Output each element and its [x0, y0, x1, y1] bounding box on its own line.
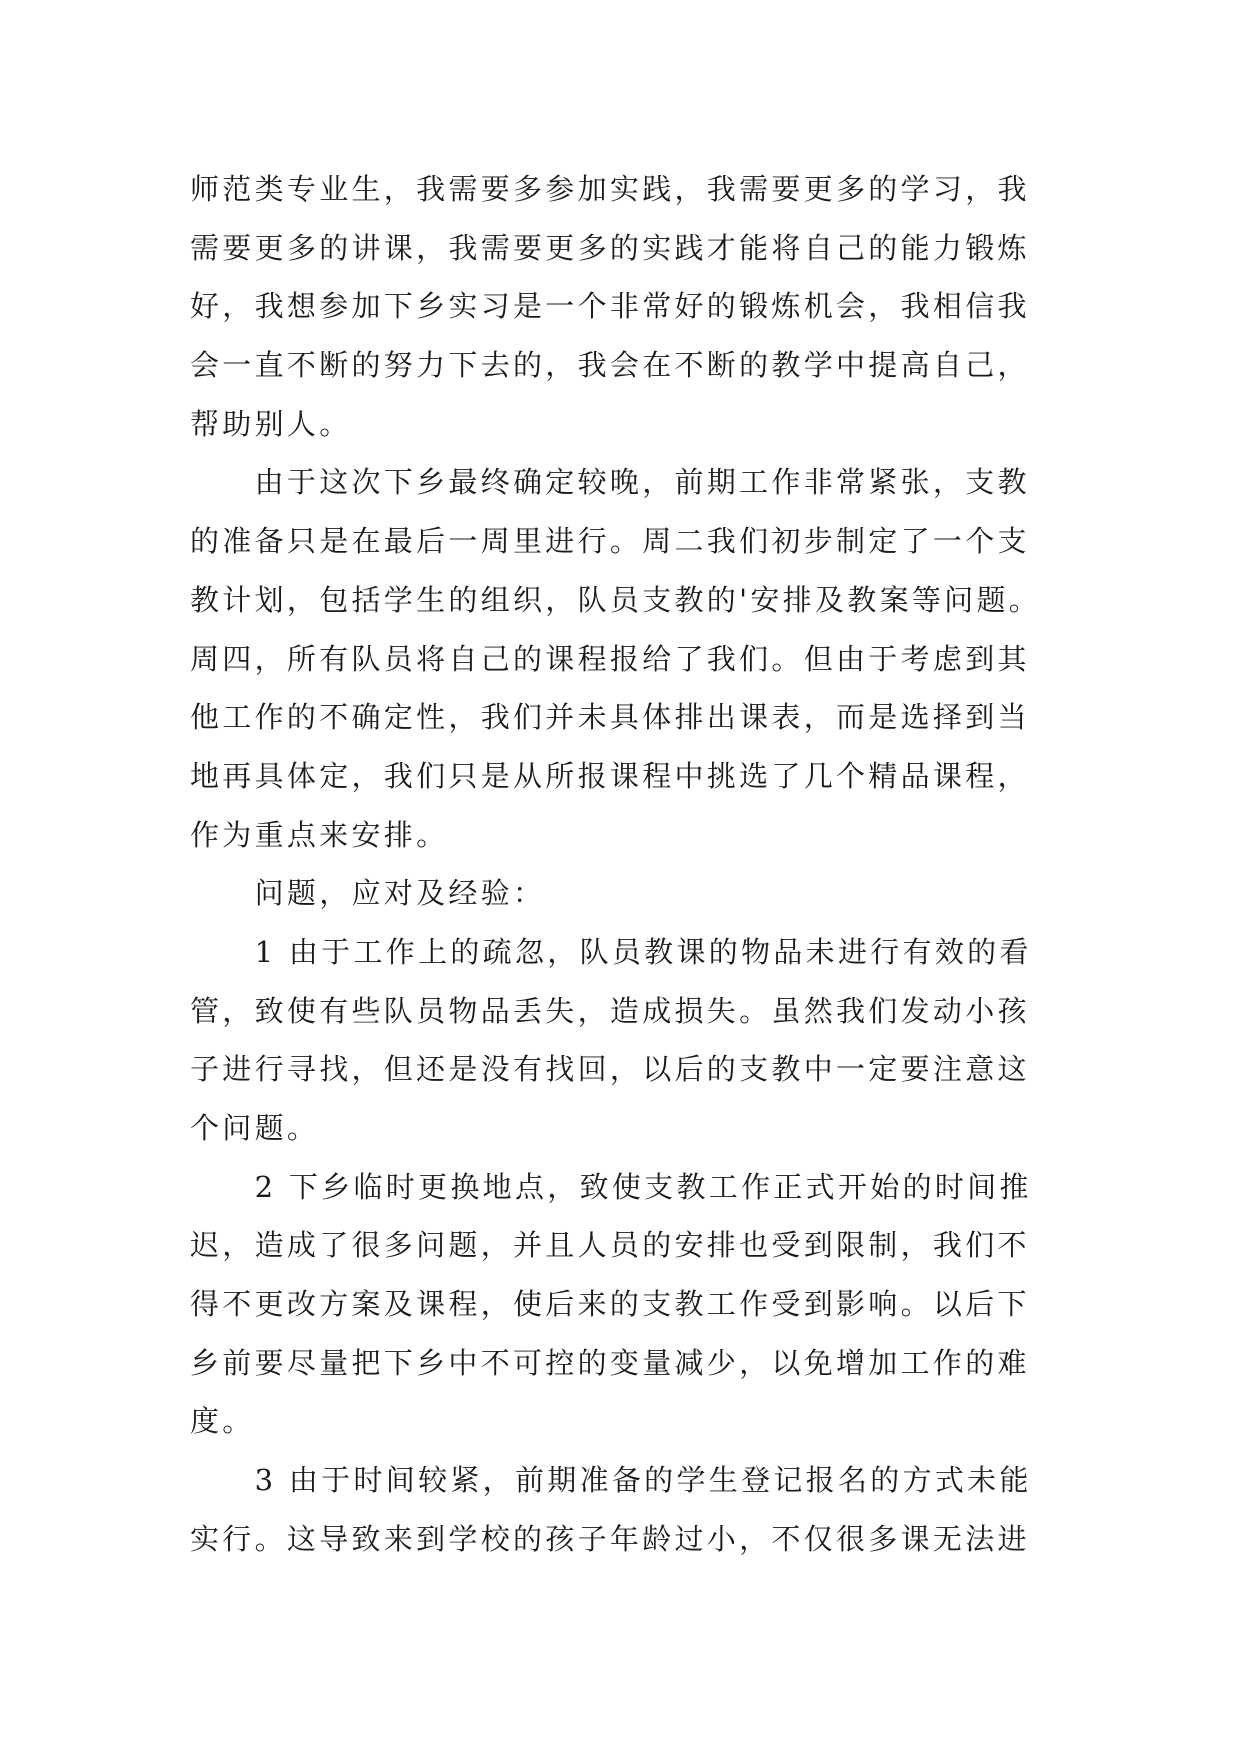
text-line: 由于这次下乡最终确定较晚，前期工作非常紧张，支教 [190, 465, 1030, 500]
text-line: 他工作的不确定性，我们并未具体排出课表，而是选择到当 [190, 700, 1030, 735]
text-line: 3 由于时间较紧，前期准备的学生登记报名的方式未能 [190, 1463, 1032, 1498]
text-line: 乡前要尽量把下乡中不可控的变量减少，以免增加工作的难 [190, 1345, 1030, 1380]
text-line: 管，致使有些队员物品丢失，造成损失。虽然我们发动小孩 [190, 993, 1030, 1028]
text-line: 师范类专业生，我需要多参加实践，我需要更多的学习，我 [190, 172, 1030, 206]
text-line: 个问题。 [190, 1111, 320, 1145]
text-line: 1 由于工作上的疏忽，队员教课的物品未进行有效的看 [190, 934, 1032, 969]
body-text [190, 160, 1060, 1569]
text-line: 得不更改方案及课程，使后来的支教工作受到影响。以后下 [190, 1287, 1030, 1322]
text-line: 的准备只是在最后一周里进行。周二我们初步制定了一个支 [190, 524, 1030, 559]
text-line: 帮助别人。 [190, 406, 352, 441]
text-line: 好，我想参加下乡实习是一个非常好的锻炼机会，我相信我 [190, 289, 1030, 324]
text-line: 会一直不断的努力下去的，我会在不断的教学中提高自己， [190, 348, 1030, 383]
text-line: 周四，所有队员将自己的课程报给了我们。但由于考虑到其 [190, 641, 1030, 676]
text-line: 作为重点来安排。 [190, 817, 449, 852]
text-line: 实行。这导致来到学校的孩子年龄过小，不仅很多课无法进 [190, 1521, 1030, 1556]
text-line: 度。 [190, 1404, 255, 1439]
text-line: 问题，应对及经验： [190, 876, 546, 911]
text-line: 迟，造成了很多问题，并且人员的安排也受到限制，我们不 [190, 1228, 1030, 1263]
text-line: 教计划，包括学生的组织，队员支教的'安排及教案等问题。 [190, 582, 1042, 617]
text-line: 2 下乡临时更换地点，致使支教工作正式开始的时间推 [190, 1169, 1032, 1204]
text-line: 子进行寻找，但还是没有找回，以后的支教中一定要注意这 [190, 1052, 1030, 1087]
text-line: 需要更多的讲课，我需要更多的实践才能将自己的能力锻炼 [190, 230, 1030, 265]
text-line: 地再具体定，我们只是从所报课程中挑选了几个精品课程， [190, 758, 1030, 793]
